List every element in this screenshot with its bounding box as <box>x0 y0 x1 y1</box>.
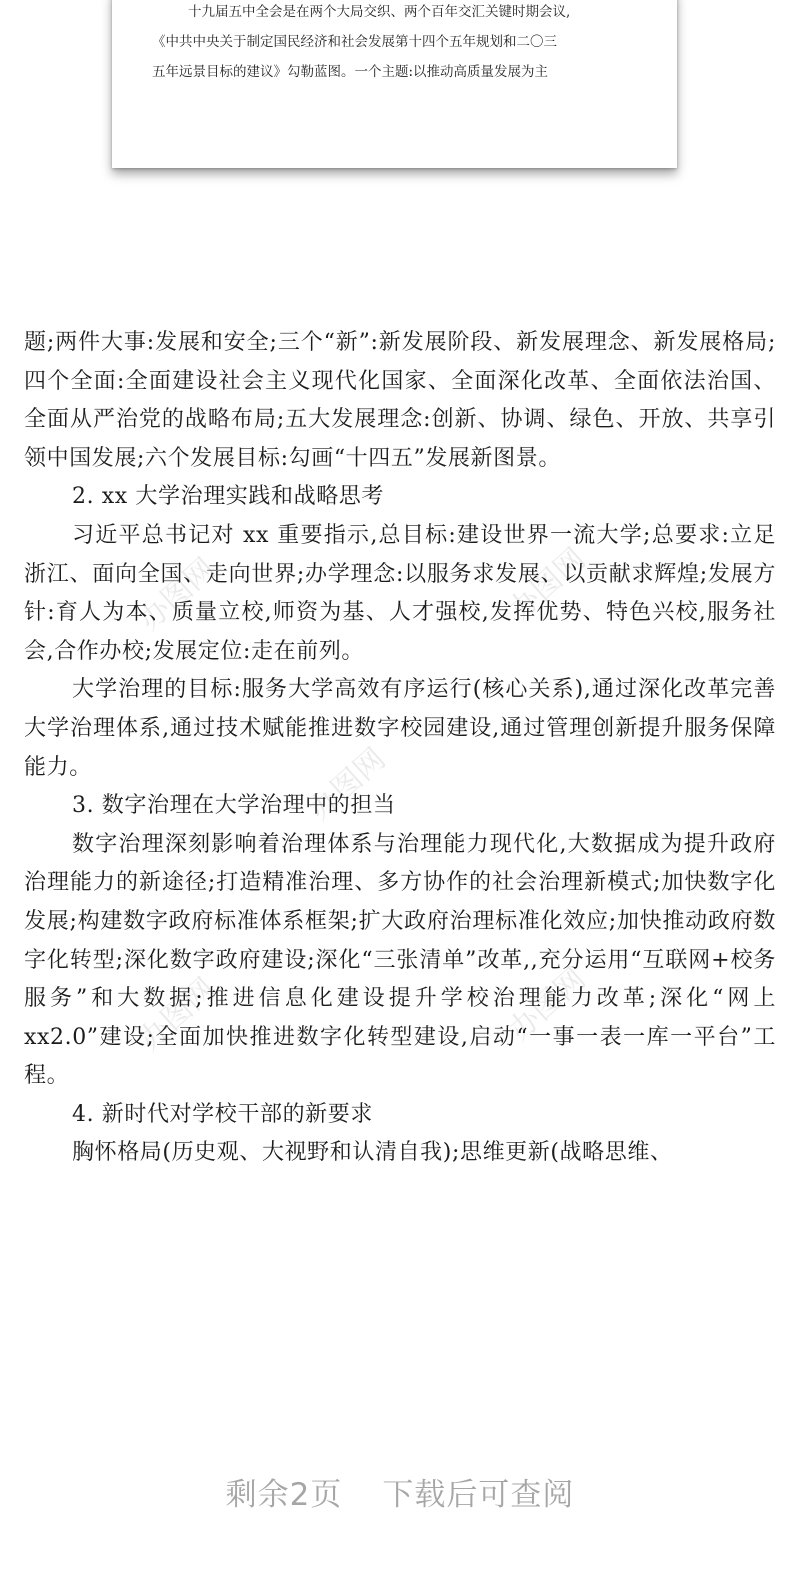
paragraph: 数字治理深刻影响着治理体系与治理能力现代化,大数据成为提升政府治理能力的新途径;打造精准治理、多方协作的社会治理新模式;加快数字化发展;构建数字政府标准体系框架;扩大政府治理标准化效应;加快推动政府数字化转型;深化数字政府建设;深化“三张清单”改革,,充分运用“互联网+校务服务”和大数据;推进信息化建设提升学校治理能力改革;深化“网上 xx2.0”建设;全面加快推进数字化转型建设,启动“一事一表一库一平台”工程。 <box>24 831 776 1089</box>
document-body <box>24 324 776 1173</box>
paragraph: 题;两件大事:发展和安全;三个“新”:新发展阶段、新发展理念、新发展格局;四个全面:全面建设社会主义现代化国家、全面深化改革、全面依法治国、全面从严治党的战略布局;五大发展理念:创新、协调、绿色、开放、共享引领中国发展;六个发展目标:勾画“十四五”发展新图景。 <box>24 330 776 471</box>
section-heading: 3. 数字治理在大学治理中的担当 <box>72 793 396 819</box>
paragraph: 习近平总书记对 xx 重要指示,总目标:建设世界一流大学;总要求:立足浙江、面向全国、走向世界;办学理念:以服务求发展、以贡献求辉煌;发展方针:育人为本、质量立校,师资为基、人才强校,发挥优势、特色兴校,服务社会,合作办校;发展定位:走在前列。 <box>24 522 776 664</box>
section-heading: 2. xx 大学治理实践和战略思考 <box>72 484 384 510</box>
paragraph: 大学治理的目标:服务大学高效有序运行(核心关系),通过深化改革完善大学治理体系,通过技术赋能推进数字校园建设,通过管理创新提升服务保障能力。 <box>24 677 776 780</box>
remaining-pages-label: 剩余2页 <box>225 1476 343 1513</box>
paragraph: 胸怀格局(历史观、大视野和认清自我);思维更新(战略思维、 <box>72 1140 673 1166</box>
section-heading: 4. 新时代对学校干部的新要求 <box>72 1101 373 1127</box>
preview-line: 十九届五中全会是在两个大局交织、两个百年交汇关键时期会议, <box>188 4 571 20</box>
document-preview-card <box>112 0 677 168</box>
watermark-text: 办图网 <box>502 961 593 1048</box>
download-banner[interactable] <box>0 1456 800 1526</box>
watermark-text: 办图网 <box>132 551 223 638</box>
watermark-text: 办图网 <box>502 541 593 628</box>
preview-line: 《中共中央关于制定国民经济和社会发展第十四个五年规划和二〇三 <box>152 34 557 50</box>
watermark-text: 办图网 <box>132 971 223 1058</box>
watermark-text: 办图网 <box>302 741 393 828</box>
preview-line: 五年远景目标的建议》勾勒蓝图。一个主题:以推动高质量发展为主 <box>152 64 549 80</box>
download-to-view-link[interactable]: 下载后可查阅 <box>382 1476 575 1513</box>
